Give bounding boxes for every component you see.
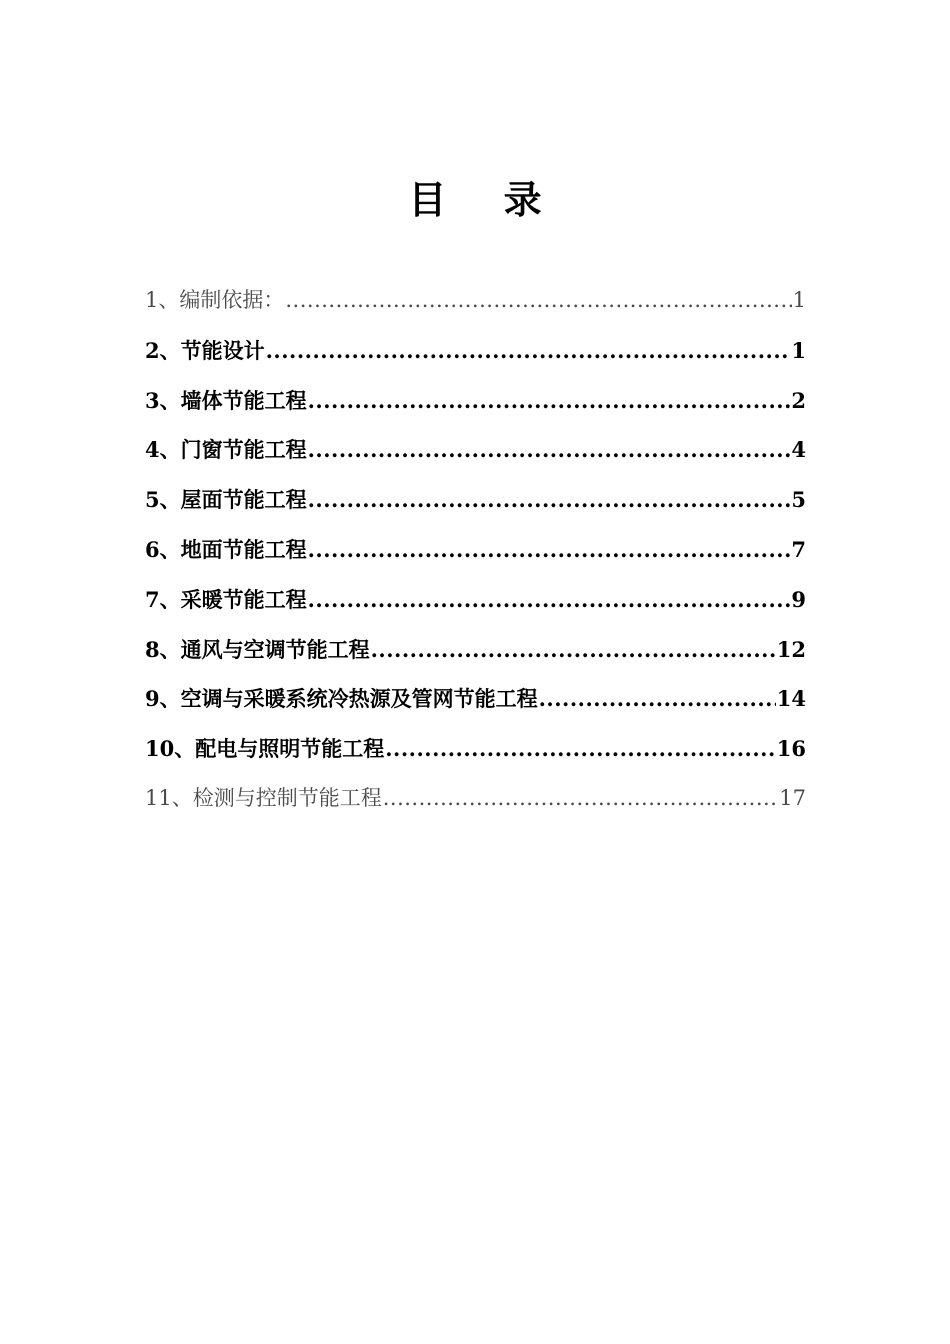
toc-entry-label: 2、节能设计 bbox=[145, 337, 265, 363]
toc-entry[interactable] bbox=[145, 724, 806, 774]
toc-entry[interactable] bbox=[145, 276, 806, 326]
toc-leader-dots bbox=[383, 774, 779, 824]
toc-entry-label: 4、门窗节能工程 bbox=[145, 437, 307, 463]
toc-entry-label: 1、编制依据： bbox=[145, 288, 285, 312]
toc-leader-dots bbox=[539, 674, 776, 724]
toc-entry-page: 1 bbox=[792, 288, 806, 312]
toc-leader-dots bbox=[285, 276, 791, 326]
toc-entry-page: 16 bbox=[776, 736, 806, 762]
toc-entry[interactable] bbox=[145, 525, 806, 575]
toc-entry-page: 17 bbox=[779, 785, 806, 810]
toc-entry-label: 3、墙体节能工程 bbox=[145, 387, 307, 413]
toc-entry-page: 4 bbox=[791, 437, 806, 463]
toc-entry[interactable] bbox=[145, 425, 806, 475]
toc-entry[interactable] bbox=[145, 376, 806, 426]
toc-entry-page: 1 bbox=[791, 337, 806, 363]
toc-entry[interactable] bbox=[145, 326, 806, 376]
toc-leader-dots bbox=[308, 575, 791, 625]
toc-leader-dots bbox=[308, 525, 791, 575]
toc-leader-dots bbox=[385, 724, 776, 774]
toc-leader-dots bbox=[371, 625, 776, 675]
toc-entry-page: 14 bbox=[776, 686, 806, 712]
toc-leader-dots bbox=[308, 376, 791, 426]
toc-entry[interactable] bbox=[145, 575, 806, 625]
toc-entry-page: 12 bbox=[776, 636, 806, 662]
toc-entry-page: 7 bbox=[791, 536, 806, 562]
toc-entry[interactable] bbox=[145, 674, 806, 724]
toc-entry-label: 9、空调与采暖系统冷热源及管网节能工程 bbox=[145, 686, 538, 712]
toc-entry-label: 10、配电与照明节能工程 bbox=[145, 736, 385, 762]
table-of-contents bbox=[145, 276, 806, 824]
toc-entry-label: 6、地面节能工程 bbox=[145, 536, 307, 562]
page-title: 目 录 bbox=[408, 177, 564, 222]
toc-leader-dots bbox=[308, 425, 791, 475]
toc-entry-label: 8、通风与空调节能工程 bbox=[145, 636, 370, 662]
toc-entry-label: 5、屋面节能工程 bbox=[145, 487, 307, 513]
toc-entry[interactable] bbox=[145, 475, 806, 525]
toc-leader-dots bbox=[266, 326, 791, 376]
toc-entry-page: 2 bbox=[791, 387, 806, 413]
toc-entry-page: 5 bbox=[791, 487, 806, 513]
toc-leader-dots bbox=[308, 475, 791, 525]
toc-entry[interactable] bbox=[145, 625, 806, 675]
toc-entry-label: 7、采暖节能工程 bbox=[145, 586, 307, 612]
toc-entry[interactable] bbox=[145, 774, 806, 824]
toc-entry-label: 11、检测与控制节能工程 bbox=[145, 785, 382, 810]
toc-entry-page: 9 bbox=[791, 586, 806, 612]
